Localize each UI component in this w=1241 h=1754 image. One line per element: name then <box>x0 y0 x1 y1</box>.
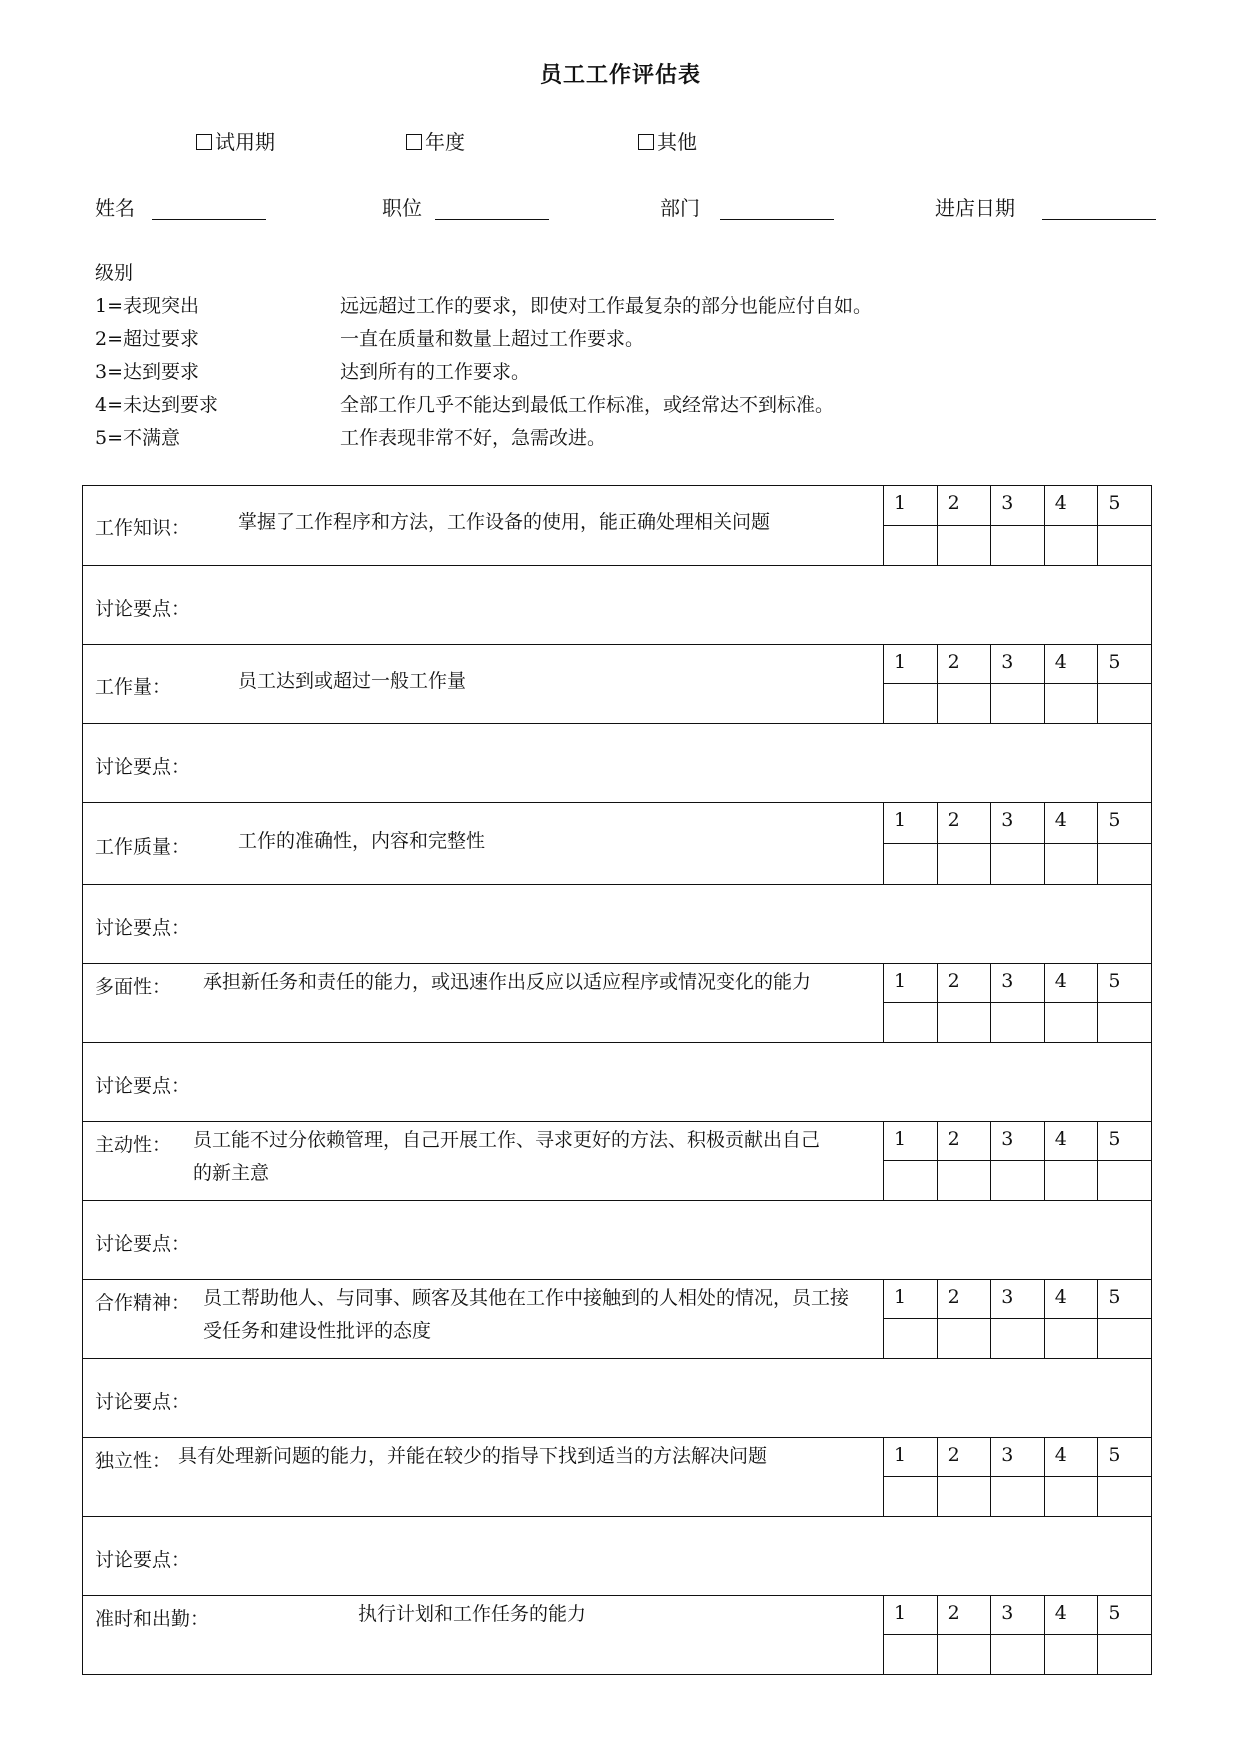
rating-cell[interactable] <box>937 1319 991 1358</box>
criterion-label: 工作质量： <box>95 836 191 858</box>
criterion-label: 多面性： <box>95 976 172 998</box>
evaluation-table <box>82 485 1152 1675</box>
level-desc: 远远超过工作的要求，即使对工作最复杂的部分也能应付自如。 <box>340 295 873 317</box>
hire-date-field[interactable] <box>1042 219 1156 220</box>
scale-number: 4 <box>1044 1280 1098 1318</box>
checkbox-icon[interactable] <box>406 134 422 150</box>
discussion-row[interactable] <box>83 1201 1151 1280</box>
rating-scale <box>883 486 1151 565</box>
scale-number: 4 <box>1044 803 1098 843</box>
criterion-label: 独立性： <box>95 1450 172 1472</box>
criterion-desc: 工作的准确性，内容和完整性 <box>238 830 486 852</box>
rating-cell[interactable] <box>1044 1161 1098 1200</box>
rating-cell[interactable] <box>884 1635 937 1674</box>
rating-scale <box>883 1122 1151 1200</box>
criterion-label: 工作知识： <box>95 517 191 539</box>
scale-number: 1 <box>894 1128 907 1150</box>
criterion-row <box>83 1438 1151 1517</box>
hire-date-label: 进店日期 <box>935 196 1015 220</box>
criterion-desc: 具有处理新问题的能力，并能在较少的指导下找到适当的方法解决问题 <box>178 1445 768 1467</box>
scale-number: 3 <box>990 1596 1044 1634</box>
discussion-row[interactable] <box>83 1517 1151 1596</box>
scale-number: 2 <box>937 486 991 525</box>
rating-cell[interactable] <box>937 844 991 885</box>
scale-number: 1 <box>894 970 907 992</box>
rating-cell[interactable] <box>990 1003 1044 1042</box>
discussion-label: 讨论要点： <box>95 598 191 620</box>
scale-number: 2 <box>937 803 991 843</box>
rating-cell[interactable] <box>884 1161 937 1200</box>
scale-number: 3 <box>990 1280 1044 1318</box>
rating-cell[interactable] <box>990 526 1044 566</box>
criterion-label: 工作量： <box>95 676 172 698</box>
scale-number: 1 <box>894 1286 907 1308</box>
department-label: 部门 <box>660 196 700 220</box>
rating-cell[interactable] <box>937 526 991 566</box>
criterion-row <box>83 486 1151 566</box>
scale-number: 2 <box>937 645 991 683</box>
discussion-label: 讨论要点： <box>95 756 191 778</box>
scale-number: 5 <box>1097 1596 1151 1634</box>
rating-cell[interactable] <box>1044 844 1098 885</box>
rating-cell[interactable] <box>937 1161 991 1200</box>
scale-number: 1 <box>894 651 907 673</box>
scale-number: 1 <box>894 1602 907 1624</box>
scale-number: 3 <box>990 645 1044 683</box>
criterion-row <box>83 645 1151 724</box>
criterion-row <box>83 1122 1151 1201</box>
criterion-desc: 承担新任务和责任的能力，或迅速作出反应以适应程序或情况变化的能力 <box>203 971 812 993</box>
rating-scale <box>883 1596 1151 1674</box>
rating-cell[interactable] <box>1044 1319 1098 1358</box>
criterion-row <box>83 964 1151 1043</box>
rating-cell[interactable] <box>1097 1477 1151 1516</box>
discussion-label: 讨论要点： <box>95 1233 191 1255</box>
scale-number: 5 <box>1097 964 1151 1002</box>
rating-cell[interactable] <box>884 526 937 566</box>
scale-number: 4 <box>1044 1438 1098 1476</box>
scale-number: 3 <box>990 1122 1044 1160</box>
page-title: 员工工作评估表 <box>539 62 701 88</box>
rating-cell[interactable] <box>990 1161 1044 1200</box>
rating-cell[interactable] <box>884 844 937 885</box>
scale-number: 2 <box>937 1438 991 1476</box>
rating-cell[interactable] <box>884 1003 937 1042</box>
criterion-desc: 执行计划和工作任务的能力 <box>358 1603 587 1625</box>
rating-cell[interactable] <box>1097 1161 1151 1200</box>
discussion-label: 讨论要点： <box>95 1549 191 1571</box>
scale-number: 4 <box>1044 964 1098 1002</box>
rating-cell[interactable] <box>1097 1003 1151 1042</box>
discussion-row[interactable] <box>83 885 1151 964</box>
rating-cell[interactable] <box>1097 844 1151 885</box>
scale-number: 2 <box>937 1596 991 1634</box>
scale-number: 3 <box>990 964 1044 1002</box>
discussion-label: 讨论要点： <box>95 1075 191 1097</box>
rating-cell[interactable] <box>937 684 991 723</box>
rating-cell[interactable] <box>990 684 1044 723</box>
position-label: 职位 <box>382 196 422 220</box>
rating-cell[interactable] <box>990 1635 1044 1674</box>
scale-number: 1 <box>894 492 907 514</box>
discussion-row[interactable] <box>83 1043 1151 1122</box>
checkbox-icon[interactable] <box>196 134 212 150</box>
checkbox-icon[interactable] <box>638 134 654 150</box>
scale-number: 3 <box>990 803 1044 843</box>
name-label: 姓名 <box>95 196 135 220</box>
level-code: 2=超过要求 <box>95 328 200 350</box>
criterion-desc: 员工能不过分依赖管理，自己开展工作、寻求更好的方法、积极贡献出自己的新主意 <box>193 1129 821 1184</box>
scale-number: 1 <box>894 1444 907 1466</box>
rating-cell[interactable] <box>990 844 1044 885</box>
scale-number: 2 <box>937 1122 991 1160</box>
rating-cell[interactable] <box>1097 1319 1151 1358</box>
rating-cell[interactable] <box>1044 684 1098 723</box>
rating-cell[interactable] <box>884 1319 937 1358</box>
level-code: 3=达到要求 <box>95 361 200 383</box>
scale-number: 5 <box>1097 1438 1151 1476</box>
rating-cell[interactable] <box>1044 526 1098 566</box>
criterion-label: 准时和出勤： <box>95 1608 210 1630</box>
scale-number: 3 <box>990 486 1044 525</box>
level-code: 5=不满意 <box>95 427 181 449</box>
level-desc: 一直在质量和数量上超过工作要求。 <box>340 328 645 350</box>
scale-number: 2 <box>937 964 991 1002</box>
criterion-desc: 员工帮助他人、与同事、顾客及其他在工作中接触到的人相处的情况，员工接受任务和建设性批评的态度 <box>203 1287 850 1342</box>
rating-scale <box>883 1438 1151 1516</box>
rating-cell[interactable] <box>1044 1477 1098 1516</box>
criterion-label: 合作精神： <box>95 1292 191 1314</box>
level-code: 1=表现突出 <box>95 295 200 317</box>
option-other[interactable]: 其他 <box>638 126 697 155</box>
criterion-row <box>83 1596 1151 1675</box>
scale-number: 4 <box>1044 1122 1098 1160</box>
criterion-row <box>83 803 1151 885</box>
rating-cell[interactable] <box>990 1319 1044 1358</box>
criterion-desc: 掌握了工作程序和方法，工作设备的使用，能正确处理相关问题 <box>238 511 771 533</box>
discussion-row[interactable] <box>83 724 1151 803</box>
scale-number: 5 <box>1097 486 1151 525</box>
name-field[interactable] <box>152 219 266 220</box>
position-field[interactable] <box>435 219 549 220</box>
levels-heading: 级别 <box>95 262 134 284</box>
criterion-desc: 员工达到或超过一般工作量 <box>238 670 467 692</box>
criterion-row <box>83 1280 1151 1359</box>
scale-number: 4 <box>1044 486 1098 525</box>
scale-number: 5 <box>1097 803 1151 843</box>
discussion-label: 讨论要点： <box>95 917 191 939</box>
rating-cell[interactable] <box>937 1003 991 1042</box>
rating-scale <box>883 645 1151 723</box>
rating-cell[interactable] <box>1097 684 1151 723</box>
rating-cell[interactable] <box>1044 1635 1098 1674</box>
rating-cell[interactable] <box>937 1635 991 1674</box>
scale-number: 4 <box>1044 645 1098 683</box>
rating-cell[interactable] <box>937 1477 991 1516</box>
criterion-label: 主动性： <box>95 1134 172 1156</box>
option-probation[interactable]: 试用期 <box>196 126 275 155</box>
level-code: 4=未达到要求 <box>95 394 219 416</box>
rating-cell[interactable] <box>1097 1635 1151 1674</box>
level-desc: 达到所有的工作要求。 <box>340 361 531 383</box>
scale-number: 3 <box>990 1438 1044 1476</box>
rating-scale <box>883 1280 1151 1358</box>
rating-cell[interactable] <box>1097 526 1151 566</box>
discussion-row[interactable] <box>83 1359 1151 1438</box>
rating-cell[interactable] <box>884 684 937 723</box>
level-desc: 工作表现非常不好，急需改进。 <box>340 427 607 449</box>
rating-cell[interactable] <box>884 1477 937 1516</box>
rating-cell[interactable] <box>1044 1003 1098 1042</box>
scale-number: 5 <box>1097 1122 1151 1160</box>
scale-number: 2 <box>937 1280 991 1318</box>
discussion-row[interactable] <box>83 566 1151 645</box>
rating-scale <box>883 803 1151 884</box>
scale-number: 5 <box>1097 645 1151 683</box>
department-field[interactable] <box>720 219 834 220</box>
rating-cell[interactable] <box>990 1477 1044 1516</box>
scale-number: 1 <box>894 809 907 831</box>
scale-number: 5 <box>1097 1280 1151 1318</box>
option-annual[interactable]: 年度 <box>406 126 465 155</box>
rating-scale <box>883 964 1151 1042</box>
scale-number: 4 <box>1044 1596 1098 1634</box>
discussion-label: 讨论要点： <box>95 1391 191 1413</box>
level-desc: 全部工作几乎不能达到最低工作标准，或经常达不到标准。 <box>340 394 835 416</box>
